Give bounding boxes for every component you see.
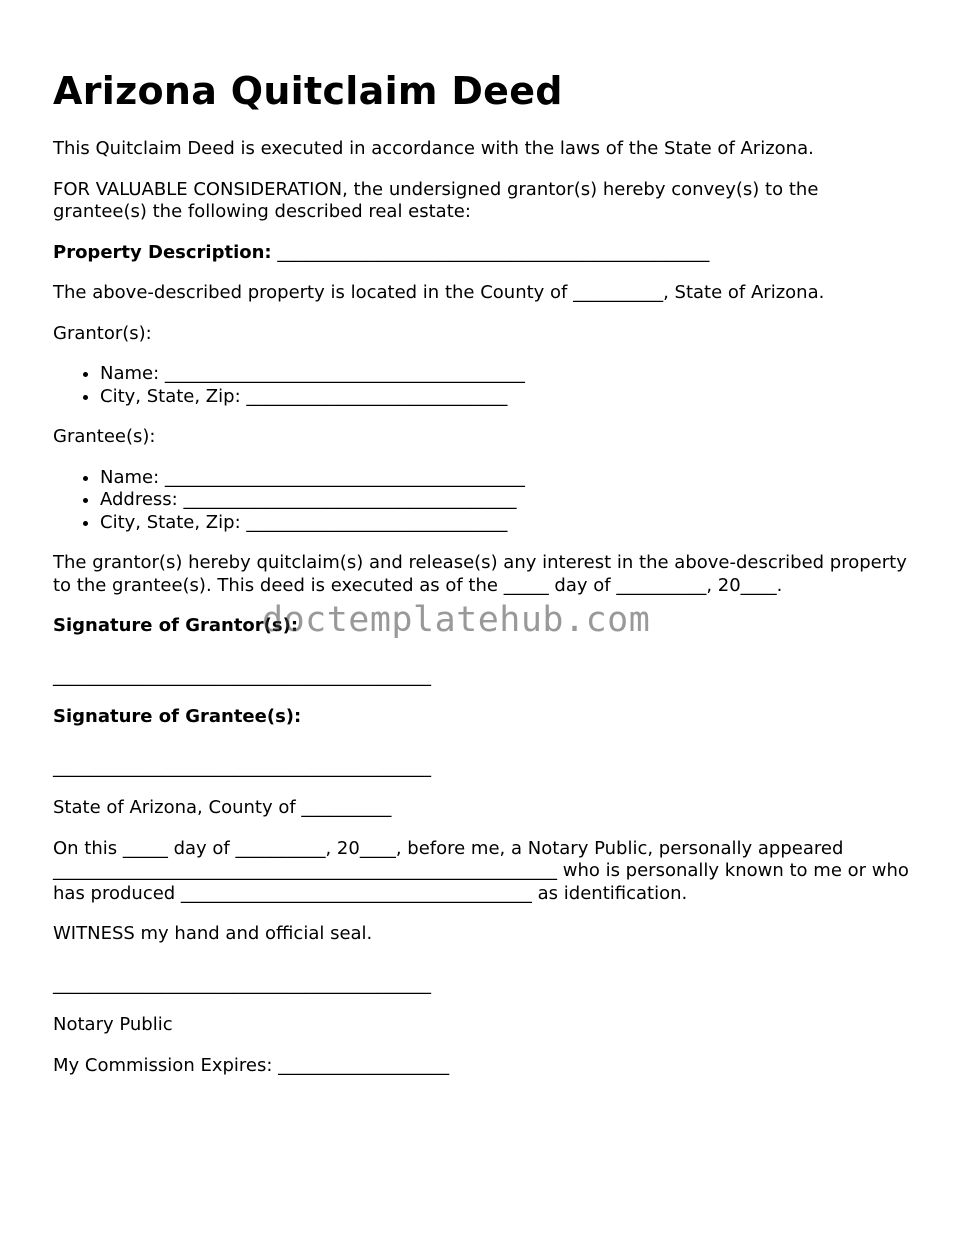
grantee-signature-line: __________________________________________	[53, 756, 431, 778]
grantee-name-field: • Name: ________________________________________	[100, 467, 913, 490]
witness-paragraph: WITNESS my hand and official seal.	[53, 923, 373, 944]
grantee-heading: Grantee(s):	[53, 426, 156, 447]
property-description	[53, 242, 913, 265]
grantor-signature-line: __________________________________________	[53, 665, 431, 687]
property-description-label: Property Description:	[53, 241, 272, 263]
grantee-list	[53, 467, 913, 535]
release-paragraph: The grantor(s) hereby quitclaim(s) and release(s) any interest in the above-described property to the grantee(s). This deed is executed as of the _____ day of __________, 20____.	[53, 552, 907, 596]
notary-appearance-paragraph: On this _____ day of __________, 20____, before me, a Notary Public, personally appeared ________________________________________________________ who is personally known to me or who has produced _______________________________________ as identification.	[53, 837, 909, 904]
county-paragraph: The above-described property is located in the County of __________, State of Arizona.	[53, 282, 825, 303]
grantee-signature-label: Signature of Grantee(s):	[53, 706, 302, 727]
watermark-text: doctemplatehub.com	[262, 600, 651, 640]
grantor-city-field: • City, State, Zip: _____________________________	[100, 386, 913, 409]
grantee-city-field: • City, State, Zip: _____________________________	[100, 512, 913, 535]
document-page	[53, 68, 913, 1095]
commission-expires: My Commission Expires: ___________________	[53, 1054, 450, 1076]
notary-signature-line: __________________________________________	[53, 973, 431, 995]
intro-paragraph: This Quitclaim Deed is executed in accordance with the laws of the State of Arizona.	[53, 138, 814, 159]
grantor-list	[53, 363, 913, 408]
notary-public-label: Notary Public	[53, 1014, 173, 1035]
grantee-address-field: • Address: _____________________________________	[100, 489, 913, 512]
grantor-heading: Grantor(s):	[53, 322, 152, 344]
notary-state-county: State of Arizona, County of __________	[53, 797, 392, 818]
document-title: Arizona Quitclaim Deed	[53, 69, 563, 113]
property-description-blank: ________________________________________________	[277, 241, 710, 263]
grantor-signature-label: Signature of Grantor(s):	[53, 615, 299, 636]
consideration-paragraph: FOR VALUABLE CONSIDERATION, the undersigned grantor(s) hereby convey(s) to the grantee(s) the following described real estate:	[53, 178, 819, 222]
grantor-name-field: • Name: ________________________________________	[100, 363, 913, 386]
